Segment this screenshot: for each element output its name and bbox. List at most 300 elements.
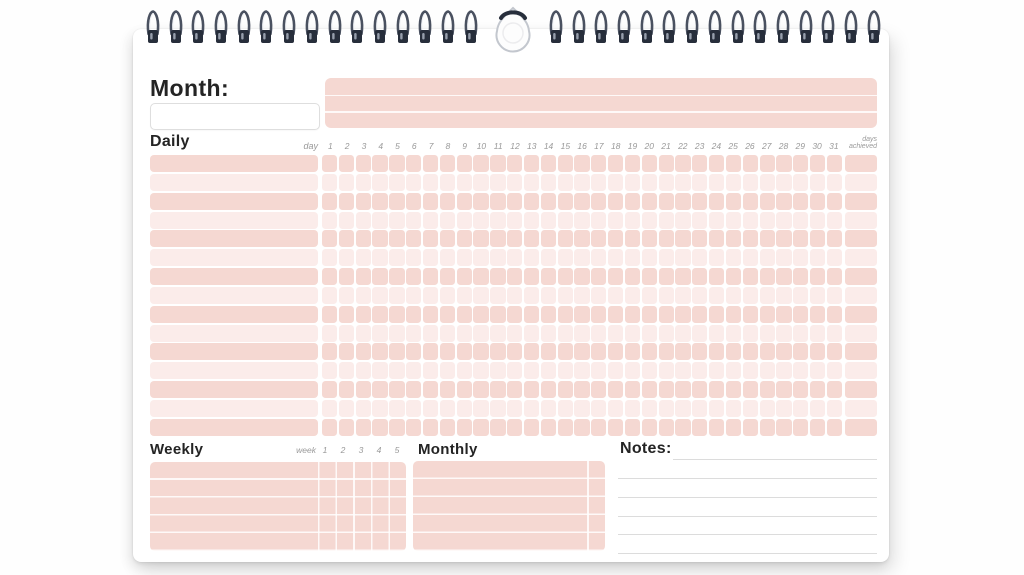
daily-cell [726,400,741,417]
daily-cell [760,193,775,210]
daily-cell [625,400,640,417]
daily-cell [322,400,337,417]
notes-rule [618,553,877,554]
daily-cell [827,362,842,379]
daily-cell [339,381,354,398]
daily-cell [339,212,354,229]
daily-cell [793,193,808,210]
daily-cell [743,193,758,210]
daily-cell [457,381,472,398]
daily-cell [642,268,657,285]
day-number: 17 [594,141,604,151]
daily-cell [692,193,707,210]
daily-cell [339,419,354,436]
daily-cell [827,419,842,436]
daily-cell [507,230,522,247]
binding-loop-icon [730,7,746,47]
daily-cell [591,193,606,210]
daily-cell [473,362,488,379]
daily-cell [659,212,674,229]
daily-cell [372,193,387,210]
daily-cell [322,306,337,323]
daily-cell [507,268,522,285]
daily-cell [625,306,640,323]
daily-cell [591,400,606,417]
daily-cell [507,287,522,304]
daily-cell [574,343,589,360]
daily-cell [473,287,488,304]
daily-cell [423,343,438,360]
days-achieved-label [845,136,877,152]
daily-cell [558,212,573,229]
daily-cell [473,230,488,247]
daily-cell [574,325,589,342]
daily-cell [490,343,505,360]
daily-cell [507,155,522,172]
daily-cell [608,174,623,191]
daily-cell [776,230,791,247]
daily-cell [675,230,690,247]
daily-cell [389,268,404,285]
daily-cell [406,268,421,285]
daily-cell [760,419,775,436]
daily-cell [541,343,556,360]
daily-cell [675,174,690,191]
daily-cell [709,325,724,342]
daily-row [150,419,877,436]
daily-cell [339,306,354,323]
daily-cell [356,343,371,360]
daily-cell [810,306,825,323]
daily-cell [406,381,421,398]
daily-row [150,362,877,379]
daily-cell [507,249,522,266]
daily-cell [675,419,690,436]
daily-cell [709,381,724,398]
daily-cell [709,419,724,436]
notes-rule [618,516,877,517]
daily-cell [743,325,758,342]
month-heading: Month: [150,75,230,101]
daily-cell [793,230,808,247]
daily-cell [490,362,505,379]
daily-cell [473,343,488,360]
binding-loop-icon [372,7,388,47]
daily-cell [389,249,404,266]
daily-cell [457,343,472,360]
daily-cell [339,362,354,379]
daily-cell [591,306,606,323]
daily-cell [423,362,438,379]
daily-cell [558,400,573,417]
daily-cell [692,230,707,247]
hanging-hook-icon [485,4,541,56]
monthly-heading: Monthly [418,441,478,458]
binding-loop-icon [684,7,700,47]
daily-cell [659,362,674,379]
day-number: 10 [476,141,487,151]
daily-cell [558,325,573,342]
daily-cell [423,381,438,398]
daily-cell [524,381,539,398]
daily-cell [743,381,758,398]
binding-loop-icon [820,7,836,47]
daily-cell [642,419,657,436]
daily-cell [726,287,741,304]
daily-cell [524,362,539,379]
daily-cells [322,325,842,342]
daily-cell [423,325,438,342]
daily-cell [642,249,657,266]
daily-cell [642,230,657,247]
daily-cell [440,419,455,436]
habit-label-cell [150,343,318,360]
daily-cell [490,212,505,229]
daily-cell [457,155,472,172]
daily-row [150,400,877,417]
daily-cell [642,381,657,398]
daily-cell [760,400,775,417]
daily-cell [558,230,573,247]
daily-cell [726,343,741,360]
daily-cell [827,268,842,285]
day-number: 3 [361,141,367,151]
daily-cell [406,419,421,436]
daily-cell [709,306,724,323]
daily-cell [440,174,455,191]
daily-cell [440,343,455,360]
daily-cell [776,174,791,191]
daily-cell [356,193,371,210]
daily-cell [440,268,455,285]
daily-cell [743,287,758,304]
daily-cell [558,381,573,398]
daily-cell [827,325,842,342]
day-number: 9 [462,141,467,151]
weekly-header-row [150,443,406,456]
binding-loop-icon [395,7,411,47]
daily-cell [423,306,438,323]
day-number: 23 [694,141,705,151]
daily-cell [372,155,387,172]
daily-cell [810,193,825,210]
weekly-heading: Weekly [150,441,204,458]
daily-cell [743,419,758,436]
daily-cell [726,362,741,379]
daily-cell [389,306,404,323]
daily-cell [692,212,707,229]
daily-cell [642,212,657,229]
daily-cell [675,287,690,304]
daily-cell [776,343,791,360]
daily-cell [625,343,640,360]
daily-cells [322,343,842,360]
days-achieved-cell [845,155,877,172]
days-achieved-cell [845,193,877,210]
daily-cell [558,174,573,191]
daily-cell [625,325,640,342]
daily-cell [574,174,589,191]
binding-loop-icon [327,7,343,47]
daily-cell [457,230,472,247]
day-number: 20 [644,141,654,151]
daily-cells [322,362,842,379]
binding-loop-icon [440,7,456,47]
daily-cell [692,362,707,379]
week-number: 1 [322,445,328,455]
days-achieved-cell [845,306,877,323]
daily-cell [625,155,640,172]
daily-cell [541,362,556,379]
daily-cell [541,419,556,436]
daily-cell [541,287,556,304]
daily-cell [827,400,842,417]
daily-cell [675,268,690,285]
daily-cell [659,325,674,342]
daily-cell [625,230,640,247]
daily-cell [827,306,842,323]
daily-cell [793,268,808,285]
daily-cells [322,174,842,191]
habit-label-cell [150,230,318,247]
daily-cell [524,419,539,436]
daily-cell [440,249,455,266]
daily-cell [423,287,438,304]
daily-cell [793,381,808,398]
daily-cell [507,212,522,229]
daily-cell [339,343,354,360]
daily-cell [372,287,387,304]
daily-cell [709,155,724,172]
daily-cell [709,343,724,360]
daily-cell [339,325,354,342]
spiral-binding [145,7,882,59]
daily-cells [322,287,842,304]
binding-loop-icon [417,7,433,47]
daily-cell [642,400,657,417]
daily-cell [322,212,337,229]
daily-cell [760,212,775,229]
daily-cell [776,306,791,323]
daily-cell [793,419,808,436]
daily-cell [541,400,556,417]
daily-cell [776,287,791,304]
daily-cell [659,343,674,360]
daily-cell [709,249,724,266]
daily-cell [507,419,522,436]
daily-cell [659,193,674,210]
calendar-page [133,29,889,562]
daily-cell [709,230,724,247]
binding-loop-icon [639,7,655,47]
daily-cell [558,193,573,210]
daily-cell [406,306,421,323]
daily-cell [473,419,488,436]
daily-cell [372,400,387,417]
day-number: 30 [812,141,822,151]
daily-cell [356,212,371,229]
daily-cell [608,419,623,436]
notes-heading: Notes: [620,440,672,457]
daily-cell [726,381,741,398]
daily-cell [490,306,505,323]
daily-cell [507,306,522,323]
daily-cell [659,230,674,247]
daily-cell [457,306,472,323]
daily-cell [608,155,623,172]
daily-cell [440,325,455,342]
daily-cell [322,419,337,436]
daily-cell [591,268,606,285]
daily-cell [423,193,438,210]
daily-cell [356,249,371,266]
daily-cell [692,325,707,342]
daily-cell [322,343,337,360]
binding-loop-icon [752,7,768,47]
daily-cell [692,155,707,172]
binding-loop-icon [866,7,882,47]
notes-rule [618,478,877,479]
daily-cell [760,343,775,360]
daily-cell [541,174,556,191]
daily-cell [558,362,573,379]
daily-cell [389,400,404,417]
daily-cell [726,193,741,210]
day-number: 14 [543,141,554,151]
daily-cell [524,268,539,285]
daily-cell [827,249,842,266]
daily-cell [356,362,371,379]
daily-cell [440,306,455,323]
daily-cell [440,381,455,398]
daily-cell [608,249,623,266]
daily-cell [507,400,522,417]
daily-cell [709,174,724,191]
days-achieved-cell [845,287,877,304]
daily-cells [322,212,842,229]
daily-cell [541,155,556,172]
daily-cell [776,325,791,342]
daily-cell [406,249,421,266]
daily-cell [490,419,505,436]
binding-loop-icon [213,7,229,47]
week-checkbox-columns [318,462,406,551]
daily-row [150,193,877,210]
daily-cell [827,287,842,304]
daily-cell [322,325,337,342]
daily-cell [322,287,337,304]
daily-cell [507,362,522,379]
daily-cell [440,155,455,172]
binding-loop-icon [349,7,365,47]
daily-cell [473,174,488,191]
daily-row [150,212,877,229]
daily-cell [372,174,387,191]
daily-cell [389,155,404,172]
daily-cell [793,174,808,191]
daily-cell [642,287,657,304]
daily-row [150,306,877,323]
daily-cell [524,325,539,342]
daily-cell [709,362,724,379]
daily-cell [574,306,589,323]
binding-loop-icon [843,7,859,47]
daily-cell [675,381,690,398]
daily-cells [322,268,842,285]
daily-cell [406,212,421,229]
daily-cell [692,343,707,360]
daily-cell [793,249,808,266]
daily-cell [827,174,842,191]
daily-cell [574,193,589,210]
daily-cell [692,268,707,285]
habit-label-cell [150,268,318,285]
daily-cell [675,343,690,360]
daily-cell [625,193,640,210]
daily-cell [541,249,556,266]
daily-row [150,381,877,398]
day-number: 13 [527,141,537,151]
daily-cell [389,362,404,379]
daily-cell [726,419,741,436]
daily-cell [574,287,589,304]
week-column-label: week [296,445,316,455]
daily-cell [675,400,690,417]
daily-cell [389,419,404,436]
daily-cell [625,381,640,398]
month-input[interactable] [150,103,320,130]
daily-cell [339,249,354,266]
habit-label-cell [150,381,318,398]
day-numbers [322,141,842,152]
daily-cell [743,400,758,417]
daily-cell [793,343,808,360]
binding-loop-icon [236,7,252,47]
daily-cell [440,193,455,210]
daily-cell [423,400,438,417]
days-achieved-cell [845,268,877,285]
daily-cell [675,306,690,323]
daily-cell [692,419,707,436]
day-number: 8 [445,141,451,151]
daily-cell [659,381,674,398]
days-achieved-cell [845,325,877,342]
daily-cell [372,249,387,266]
daily-habit-grid [150,155,877,438]
daily-row [150,268,877,285]
daily-cell [507,174,522,191]
habit-label-cell [150,325,318,342]
week-number: 5 [394,445,400,455]
day-number: 16 [577,141,587,151]
daily-cell [726,249,741,266]
daily-cell [760,249,775,266]
daily-cell [810,212,825,229]
daily-cell [406,325,421,342]
daily-cell [608,325,623,342]
daily-cell [675,193,690,210]
daily-cell [793,325,808,342]
binding-loop-icon [798,7,814,47]
daily-cell [659,419,674,436]
daily-cell [490,268,505,285]
days-achieved-line1: days [862,135,877,143]
habit-label-cell [150,174,318,191]
daily-cell [457,268,472,285]
daily-cell [692,249,707,266]
daily-cell [760,325,775,342]
daily-cell [625,174,640,191]
